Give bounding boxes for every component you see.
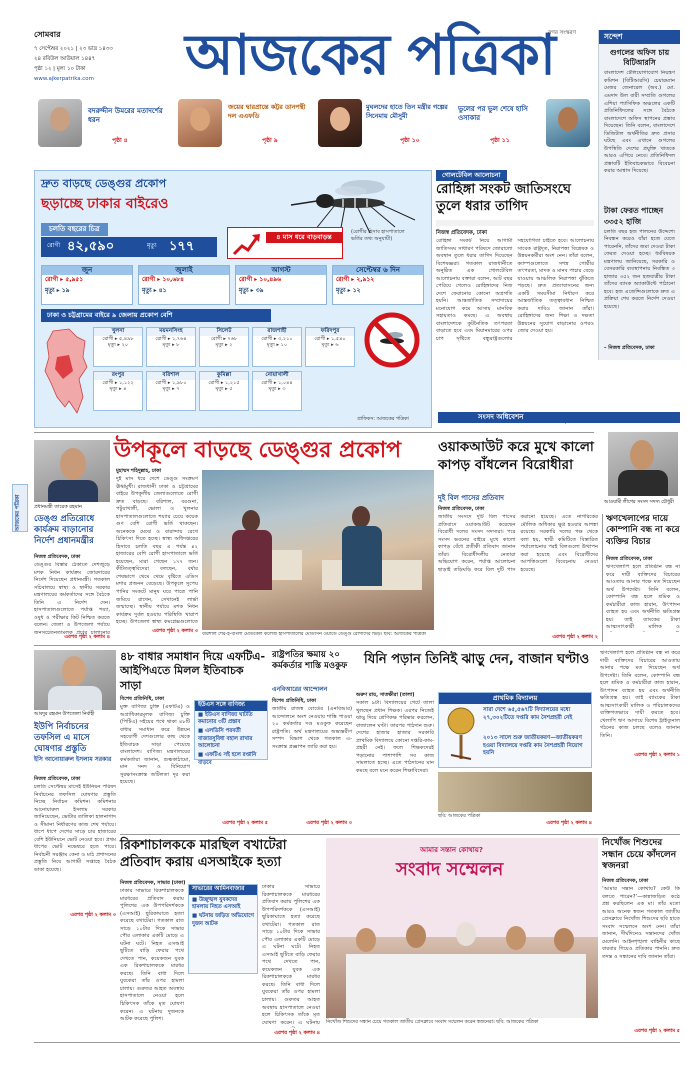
rickshaw-box-item: ■ উচ্ছৃঙ্খল যুবকদের হামলায় নিহত এসআই	[192, 896, 241, 911]
issue-pages-price: পৃষ্ঠা ১২ | মূল্য ১০ টাকা	[34, 66, 86, 72]
district-patients: রোগী ▸ ৭৬৮	[210, 335, 238, 342]
district-name: ময়মনসিংহ	[147, 328, 195, 336]
teaser-4-page: পৃষ্ঠা ১১	[490, 137, 510, 144]
trend-up-icon	[232, 232, 262, 256]
district-patients: রোগী ▸ ১,৭৬৪	[155, 335, 187, 342]
parliament-sub: দুই বিল পাসের প্রতিবাদ	[438, 494, 504, 502]
teaser-1-page: পৃষ্ঠা ৪	[112, 137, 128, 144]
source-note: (রোগীর হিসাব হাসপাতালে ভর্তির তথ্য অনুযায়ী)	[351, 229, 405, 242]
sidebar-headline[interactable]: গুগলের অফিস চায় বিটিআরসি	[609, 48, 670, 68]
sidebar-headline-2[interactable]: টাকা ফেরত পাচ্ছেন ৩৩৫২ হাজি	[604, 206, 664, 226]
month-box	[41, 265, 133, 305]
teaser-3-photo	[318, 99, 362, 147]
election-byline: নিজস্ব প্রতিবেদক, ঢাকা	[34, 776, 81, 782]
school-headline[interactable]: যিনি পড়ান তিনিই ঝাড়ু দেন, বাজান ঘণ্টাও	[364, 652, 590, 667]
nbr-sub: এনবিআরের আন্দোলন	[272, 686, 328, 693]
district-box	[199, 327, 249, 367]
region-label: ঢাকা ও চট্টগ্রামের বাইরে ৯ জেলায় প্রকোপ বেশি	[41, 309, 271, 322]
district-deaths: মৃত্যু ▸ ৩	[268, 386, 286, 393]
school-box	[438, 692, 592, 768]
dengue-title-1: দ্রুত বাড়ছে ডেঙ্গুর প্রকোপ	[41, 177, 167, 190]
press-photo	[326, 838, 598, 1018]
missing-continued[interactable]: এরপর পৃষ্ঠা ২ কলাম ৫	[634, 1028, 680, 1034]
pm-byline: নিজস্ব প্রতিবেদক, ঢাকা	[34, 554, 81, 560]
district-box	[146, 327, 196, 367]
missing-headline[interactable]: নিখোঁজ শিশুদের সন্ধান চেয়ে কাঁদলেন স্বজনরা	[602, 838, 677, 872]
teaser-3-title: মুঘলদের হাতে তিন মন্ত্রীর গল্পের সিনেমায় মৌসুমী	[366, 103, 448, 120]
month-box	[138, 265, 230, 305]
debt-byline: নিজস্ব প্রতিবেদক, ঢাকা	[606, 556, 653, 562]
teaser-4-title: ভুলের পর ভুল শেষে হাসি ওসাকার	[458, 105, 528, 123]
district-box	[93, 371, 143, 411]
nbr-headline[interactable]: রাষ্ট্রপতির ক্ষমায় ২০ কর্মকর্তার শাস্তি মওকুফ	[272, 650, 348, 672]
sidebar-byline-2: – নিজস্ব প্রতিবেদক, ঢাকা	[604, 344, 655, 351]
rickshaw-headline[interactable]: রিকশাচালককে মারছিল বখাটেরা প্রতিবাদ করায় এসআইকে হত্যা	[120, 838, 287, 870]
district-name: রাজশাহী	[253, 328, 301, 336]
rohingya-story	[436, 170, 594, 428]
issue-hijri-date: ২৪ রবিউল আউয়াল ১৪৪৭	[34, 56, 96, 62]
district-box	[93, 327, 143, 367]
month-deaths: মৃত্যু ▸ ৪১	[142, 286, 167, 294]
election-body: চলতি সেপ্টেম্বর মাসেই ইউনিয়ন পরিষদ নির্বাচনের তফসিল ঘোষণার প্রস্তুতি নিচ্ছে নির্বাচন কমিশন। কমিশনার আনোয়ারুল ইসলাম সরকার জানিয়েছেন, ভোটার তালিকা হালনাগাদ ও সীমানা নির্ধারণের কাজ শেষ পর্যায়ে। ধাপে ধাপে দেশের সাড়ে চার হাজারের বেশি ইউনিয়নে ভোট নেওয়া হবে। প্রথম ধাপের ভোট নভেম্বরে হতে পারে। নির্বাচনী সরঞ্জাম কেনা ও মাঠ প্রশাসনের প্রস্তুতি নিয়ে আগামী সপ্তাহে বৈঠক ডাকা হয়েছে।	[34, 784, 116, 873]
teaser-4-photo	[546, 99, 590, 147]
teaser-4[interactable]	[454, 97, 594, 151]
dengue-title-2: ছড়াচ্ছে ঢাকার বাইরেও	[41, 196, 169, 212]
patients-value: ৪২,৫৯০	[67, 239, 115, 254]
debt-body: ঋণখেলাপি হলে প্রতিষ্ঠান বন্ধ না করে দায়ী ব্যক্তিদের বিচারের আওতায় আনার পক্ষে মত দিয়েছেন অর্থ উপদেষ্টা। তিনি বলেন, কোম্পানি বন্ধ হলে শ্রমিক ও কর্মচারীরা কাজ হারান, উৎপাদন ব্যাহত হয় এবং অর্থনীতি ক্ষতিগ্রস্ত হয়। তাই ব্যাংকের টাকা আত্মসাৎকারী মালিক ও	[606, 564, 680, 631]
month-box	[332, 265, 424, 305]
teaser-1-photo	[38, 99, 82, 147]
debt-continued[interactable]: এরপর পৃষ্ঠা ২ কলাম ১	[634, 752, 680, 758]
sidebar-heading: সন্দেশ	[599, 30, 680, 44]
fta-box-items	[195, 711, 267, 770]
masthead	[0, 0, 687, 96]
pm-headline[interactable]: ডেঙ্গু প্রতিরোধে কার্যক্রম বাড়ানোর নির্দেশ প্রধানমন্ত্রীর	[34, 514, 95, 547]
district-name: খুলনা	[94, 328, 142, 336]
teaser-2-title: জয়ের দ্বারপ্রান্তে কট্টর ডানপন্থী দল এএফডি	[228, 103, 306, 120]
district-name: ফরিদপুর	[306, 328, 354, 336]
main-byline: মুহাম্মদ শহিদুল্লাহ, ঢাকা	[116, 468, 162, 474]
parliament-body: জাতীয় সংসদে দুটি বিল পাসের প্রতিবাদে ওয়াকআউট করেছেন বিরোধী দলের সংসদ সদস্যরা। পরে সংসদ ভবনের বাইরে মুখে কালো কাপড় বেঁধে প্রতীকী প্রতিবাদ জানান তাঁরা। বিরোধীদলীয় নেতারা অভিযোগ করেন, পর্যাপ্ত আলোচনা ছাড়াই তড়িঘড়ি করে বিল দুটি পাস করানো হয়েছে। এতে নাগরিকের মৌলিক অধিকার ক্ষুণ্ণ হওয়ার আশঙ্কা রয়েছে। সরকারি দলের পক্ষ থেকে বলা হয়, স্থায়ী কমিটিতে বিস্তারিত পর্যালোচনার পরই বিলগুলো উত্থাপন করা হয়েছে এবং বিরোধীদের আপত্তিগুলো বিবেচনায় নেওয়া হয়েছে।	[438, 514, 598, 573]
fta-box-item: ■ এলডিসি পরবর্তী বাজারসুবিধা বহাল রাখার আলোচনা	[198, 728, 253, 749]
mosquito-icon	[285, 175, 425, 235]
teaser-3-page: পৃষ্ঠা ১০	[400, 137, 420, 144]
district-deaths: মৃত্যু ▸ ৪	[109, 386, 127, 393]
deaths-label: মৃত্যু	[147, 242, 157, 249]
district-patients: রোগী ▸ ১,৯৮০	[155, 379, 187, 386]
rickshaw-box	[188, 884, 258, 974]
month-deaths: মৃত্যু ▸ ১৯	[45, 286, 70, 294]
rickshaw-box-item: ■ ঘটনায় জড়িত অভিযোগে দুজন আটক	[192, 913, 254, 927]
rickshaw-body-2: ঢাকার সাভারে রিকশাচালককে মারধরের প্রতিবাদ করায় পুলিশের এক উপপরিদর্শককে (এসআই) ছুরিকাঘাতে হত্যা করেছে বখাটেরা। গতকাল রাত সাড়ে ১০টার দিকে সাভার পৌর এলাকার একটি মোড়ে এ ঘটনা ঘটে। নিহত এসআই ছুটিতে বাড়ি ফেরার পথে দেখতে পান, কয়েকজন যুবক এক রিকশাচালককে মারধর করছে। তিনি বাধা দিলে যুবকেরা তাঁর ওপর হামলা চালায়। গুরুতর আহত অবস্থায় হাসপাতালে নেওয়া হলে চিকিৎসক তাঁকে মৃত ঘোষণা করেন। এ ঘটনায়	[262, 884, 320, 1026]
newspaper-logo[interactable]: আজকের পত্রিকা	[185, 23, 555, 88]
district-deaths: মৃত্যু ▸ ২০	[107, 342, 129, 349]
school-photo-caption: ছবি: আজকের পত্রিকা	[438, 814, 481, 819]
main-photo-caption: বরিশাল শের-ই-বাংলা মেডিকেল কলেজ হাসপাতালের মেডিসিন ওয়ার্ডে ডেঙ্গু রোগীদের ভিড়। ছবি: আজকের পত্রিকা	[202, 632, 426, 637]
year-label: চলতি বছরের চিত্র	[41, 223, 108, 236]
main-continued[interactable]: এরপর পৃষ্ঠা ২ কলাম ৩	[152, 628, 198, 634]
parliament-headline[interactable]: ওয়াকআউট করে মুখে কালো কাপড় বাঁধলেন বিরোধীরা	[438, 439, 594, 474]
infographic-credit: গ্রাফিকস: আজকের পত্রিকা	[357, 417, 409, 422]
nbr-body: জাতীয় রাজস্ব বোর্ডের (এনবিআর) আন্দোলনে অংশ নেওয়ায় শাস্তি পাওয়া ২০ কর্মকর্তার দণ্ড মওকুফ করেছেন রাষ্ট্রপতি। অর্থ মন্ত্রণালয়ের অভ্যন্তরীণ সম্পদ বিভাগ থেকে গতকাল এ-সংক্রান্ত প্রজ্ঞাপন জারি করা হয়।	[272, 706, 352, 750]
press-photo-caption: নিখোঁজ শিশুদের সন্ধান চেয়ে গতকাল জাতীয় প্রেসক্লাবে সংবাদ সম্মেলন করেন স্বজনেরা। ছবি: আজকের পত্রিকা	[326, 1020, 539, 1025]
nbr-byline: বিশেষ প্রতিনিধি, ঢাকা	[272, 698, 317, 704]
district-patients: রোগী ▸ ১,০৪৪	[261, 379, 293, 386]
rickshaw-box-items	[189, 895, 257, 932]
banner-small: আমার সন্তান কোথায়?	[420, 846, 483, 854]
no-mosquito-icon	[363, 311, 421, 369]
month-patients: রোগী ▸ ২,৯১২	[336, 276, 375, 284]
district-deaths: মৃত্যু ▸ ৭	[162, 386, 180, 393]
main-body: দুই মাস ধরে দেশে ডেঙ্গু সংক্রমণ ঊর্ধ্বমুখী। রাজধানী ঢাকা ও চট্টগ্রামের বাইরে উপকূলীয় জেলাগুলোতে রোগী দ্রুত বাড়ছে। বরিশাল, বরগুনা, পটুয়াখালী, ভোলা ও খুলনার হাসপাতালগুলোতে শয্যার চেয়ে কয়েক গুণ বেশি রোগী ভর্তি থাকছেন। অনেককে মেঝে ও বারান্দায় রেখে চিকিৎসা দিতে হচ্ছে। স্বাস্থ্য অধিদপ্তরের হিসাবে চলতি বছর এ পর্যন্ত ৪২ হাজারের বেশি রোগী হাসপাতালে ভর্তি হয়েছেন, মারা গেছেন ১৭৭ জন। কীটতত্ত্ববিদেরা বলছেন, বর্ষার শেষভাগে থেমে থেমে বৃষ্টিতে এডিস মশার প্রজনন বেড়েছে। উপকূলে সুপেয় পানির সংকটে মানুষ ঘরে পাত্রে পানি জমিয়ে রাখেন, সেখানেই লার্ভা জন্মাচ্ছে। স্থানীয় পর্যায়ে মশক নিধন কার্যক্রম দুর্বল হওয়ায় পরিস্থিতি খারাপ হচ্ছে। উপজেলা স্বাস্থ্য কমপ্লেক্সগুলোতে	[116, 476, 198, 626]
rickshaw-box-title: সাভারের আমিনবাজার	[189, 885, 257, 895]
district-box	[252, 327, 302, 367]
month-name: সেপ্টেম্বর ৬ দিন	[333, 266, 423, 275]
month-patients: রোগী ▸ ১০,৬৮৪	[142, 276, 185, 284]
district-name: বরিশাল	[147, 372, 195, 380]
issue-day: সোমবার	[34, 30, 61, 39]
district-patients: রোগী ▸ ১,১২২	[102, 379, 134, 386]
press-story	[326, 838, 598, 1038]
month-deaths: মৃত্যু ▸ ১২	[336, 286, 361, 294]
pm-body: ডেঙ্গুর বিস্তার ঠেকাতে দেশজুড়ে মশক নিধন কার্যক্রম জোরদারের নির্দেশ দিয়েছেন প্রধানমন্ত্রী। গতকাল সচিবালয়ে স্বাস্থ্য ও স্থানীয় সরকার মন্ত্রণালয়ের কর্মকর্তাদের সঙ্গে বৈঠকে তিনি এ নির্দেশ দেন। হাসপাতালগুলোতে পর্যাপ্ত শয্যা, ওষুধ ও পরীক্ষার কিট নিশ্চিত করতে বলেন। জেলা ও উপজেলা পর্যায়ে জনসচেতনতামূলক প্রচার চালানোর	[34, 562, 110, 634]
fta-box-title: ইউএস সঙ্গে বাণিজ্য	[195, 701, 267, 711]
main-story	[34, 436, 434, 642]
month-name: আগস্ট	[236, 266, 326, 275]
election-photo-caption: আবদুর রহমান উপজেলা নির্বাহী	[34, 712, 95, 717]
election-sub: ইসি আনোয়ারুল ইসলাম সরকার	[34, 756, 112, 763]
teaser-3[interactable]	[314, 97, 454, 151]
district-deaths: মৃত্যু ▸ ৮	[162, 342, 180, 349]
month-patients: রোগী ▸ ৫,৯৫১	[45, 276, 84, 284]
sidebar-sondesh	[598, 30, 680, 360]
side-label-text: আজকের পত্রিকা	[15, 494, 21, 531]
parliament-kicker: সংসদ অধিবেশন	[438, 412, 680, 423]
district-name: নোয়াখালী	[253, 372, 301, 380]
missing-story-bottom	[602, 838, 680, 1038]
sidebar-body: বাংলাদেশ টেলিযোগাযোগ নিয়ন্ত্রণ কমিশন (বিটিআরসি) চেয়ারম্যান মেজর জেনারেল (অব.) মো. এমদাদ উল বারী সম্প্রতি গুগলের এশিয়া প্যাসিফিক অঞ্চলের একটি প্রতিনিধিদলের সঙ্গে বৈঠকে বাংলাদেশে অফিস স্থাপনের প্রস্তাব দিয়েছেন। তিনি বলেন, বাংলাদেশে ডিজিটাল অর্থনীতির দ্রুত প্রসার ঘটছে এবং এখানে গুগলের উপস্থিতি দেশের প্রযুক্তি খাতকে আরও এগিয়ে নেবে। প্রতিনিধিদল প্রস্তাবটি ইতিবাচকভাবে বিবেচনা করার আশ্বাস দিয়েছে।	[604, 70, 675, 175]
district-patients: রোগী ▸ ১,৫৪০	[314, 335, 346, 342]
month-box	[235, 265, 327, 305]
dengue-infographic	[34, 170, 432, 428]
teaser-2[interactable]	[174, 97, 314, 151]
district-deaths: মৃত্যু ▸ ৫	[215, 386, 233, 393]
school-continued[interactable]: এরপর পৃষ্ঠা ২ কলাম ৪	[546, 820, 592, 826]
rickshaw-body: ঢাকার সাভারে রিকশাচালককে মারধরের প্রতিবাদ করায় পুলিশের এক উপপরিদর্শককে (এসআই) ছুরিকাঘাতে হত্যা করেছে বখাটেরা। গতকাল রাত সাড়ে ১০টার দিকে সাভার পৌর এলাকার একটি মোড়ে এ ঘটনা ঘটে। নিহত এসআই ছুটিতে বাড়ি ফেরার পথে দেখতে পান, কয়েকজন যুবক এক রিকশাচালককে মারধর করছে। তিনি বাধা দিলে যুবকেরা তাঁর ওপর হামলা চালায়। গুরুতর আহত অবস্থায় হাসপাতালে নেওয়া হলে চিকিৎসক তাঁকে মৃত ঘোষণা করেন। এ ঘটনায় দুজনকে আটক করেছে পুলিশ।	[120, 888, 184, 1023]
month-name: জুলাই	[139, 266, 229, 275]
parliament-byline: নিজস্ব প্রতিবেদক, ঢাকা	[438, 506, 485, 512]
month-name: জুন	[42, 266, 132, 275]
main-headline[interactable]: উপকূলে বাড়ছে ডেঙ্গুর প্রকোপ	[114, 438, 402, 463]
school-box-item-1: সারা দেশে ৬৫,৫৬৭টি বিদ্যালয়ের মধ্যে ২৭,৩০২টিতে দপ্তরি কাম নৈশপ্রহরী নেই	[483, 707, 573, 721]
fta-byline: বিশেষ প্রতিনিধি, ঢাকা	[120, 696, 165, 702]
teaser-2-page: পৃষ্ঠা ৯	[262, 137, 278, 144]
rohingya-cartoon	[436, 220, 594, 226]
bangladesh-map-icon	[43, 327, 89, 417]
patients-label: রোগী	[47, 242, 61, 249]
debt-body-cont: ঋণখেলাপি হলে প্রতিষ্ঠান বন্ধ না করে দায়ী ব্যক্তিদের বিচারের আওতায় আনার পক্ষে মত দিয়েছেন অর্থ উপদেষ্টা। তিনি বলেন, কোম্পানি বন্ধ হলে শ্রমিক ও কর্মচারীরা কাজ হারান, উৎপাদন ব্যাহত হয় এবং অর্থনীতি ক্ষতিগ্রস্ত হয়। তাই ব্যাংকের টাকা আত্মসাৎকারী মালিক ও পরিচালকদের ব্যক্তিগতভাবে দায়ী করতে হবে। খেলাপি ঋণ আদায়ে বিশেষ ট্রাইব্যুনাল গঠনের কাজ চলছে বলেও জানান তিনি।	[600, 650, 680, 739]
teaser-strip	[34, 97, 594, 151]
rickshaw-continued[interactable]: এরপর পৃষ্ঠা ২ কলাম ৪	[274, 1030, 320, 1036]
banner-title: সংবাদ সম্মেলন	[396, 859, 504, 880]
fta-headline[interactable]: ৪৮ বাধার সমাধান দিয়ে এফটিএ-আইপিএতে মিলল ইতিবাচক সাড়া	[120, 650, 266, 692]
district-patients: রোগী ▸ ৫,৪৯৮	[102, 335, 134, 342]
district-box	[252, 371, 302, 411]
election-continued[interactable]: এরপর পৃষ্ঠা ২ কলাম ৩	[70, 912, 116, 918]
rise-box	[227, 227, 343, 259]
pm-photo	[34, 440, 110, 502]
month-patients: রোগী ▸ ১০,৪৯৬	[239, 276, 282, 284]
election-headline[interactable]: ইউপি নির্বাচনের তফসিল এ মাসে ঘোষণার প্রস্তুতি	[34, 722, 90, 755]
district-patients: রোগী ▸ ১,২১৫	[208, 379, 240, 386]
edition-label: নগর সংস্করণ	[548, 30, 576, 36]
district-name: কুমিল্লা	[200, 372, 248, 380]
school-body: সকাল ৯টা। বিদ্যালয়ের গেটে তালা খুলছেন প্রধান শিক্ষক। এরপর নিজেই ঝাড়ু দিয়ে শ্রেণিকক্ষ পরিষ্কার করলেন, বাজালেন ঘণ্টা। তারপর পাঠদান শুরু। দেশের হাজার হাজার সরকারি প্রাথমিক বিদ্যালয়ে কোনো দপ্তরি-কাম-প্রহরী নেই। ফলে শিক্ষকদেরই পড়ানোর পাশাপাশি সব কাজ সামলাতে হচ্ছে। এতে পাঠদানের মান কমছে বলে মনে করেন শিক্ষাবিদেরা।	[356, 700, 434, 774]
pm-continued[interactable]: এরপর পৃষ্ঠা ২ কলাম ৪	[64, 634, 110, 640]
district-deaths: মৃত্যু ▸ ৬	[321, 342, 339, 349]
parliament-photo	[608, 432, 678, 496]
deaths-value: ১৭৭	[169, 239, 195, 254]
fta-box-item: ■ ইউএস বাণিজ্য ঘাটতি কমানোর ৩টি প্রস্তাব	[198, 711, 253, 726]
school-story	[356, 650, 596, 830]
fta-story	[120, 650, 268, 830]
missing-byline: নিজস্ব প্রতিবেদক, ঢাকা	[602, 878, 649, 884]
election-story	[34, 650, 116, 922]
teaser-2-photo	[178, 99, 222, 147]
school-box-title: প্রাথমিক বিদ্যালয়	[439, 693, 591, 704]
rohingya-headline[interactable]: রোহিঙ্গা সংকট জাতিসংঘে তুলে ধরার তাগিদ	[436, 182, 571, 214]
fta-body: মুক্ত বাণিজ্য চুক্তি (এফটিএ) ও অগ্রাধিকারমূলক বাণিজ্য চুক্তি (পিটিএ) সইয়ের পথে থাকা ৪৮টি বাধার সমাধান করে উন্নয়ন সহযোগী দেশগুলোর কাছ থেকে ইতিবাচক সাড়া পেয়েছে বাংলাদেশ। বাণিজ্য মন্ত্রণালয়ের কর্মকর্তারা জানান, শুল্ককাঠামো, মান সনদ ও বিনিয়োগ সুরক্ষাসংক্রান্ত জটিলতা দূর করা হয়েছে।	[120, 704, 190, 786]
fta-box-item: ■ এফটিএ সই হলে রপ্তানি বাড়বে	[198, 752, 257, 766]
side-label	[12, 484, 28, 532]
dengue-ward-photo	[202, 470, 434, 630]
sidebar-body-2: চলতি বছর হজ পালনের উদ্দেশ্যে নিবন্ধন করেও যাঁরা হজে যেতে পারেননি, তাঁদের জমা দেওয়া টাকা ফেরত দেওয়া হচ্ছে। ধর্মবিষয়ক মন্ত্রণালয় জানিয়েছে, সরকারি ও বেসরকারি ব্যবস্থাপনায় নিবন্ধিত ৩ হাজার ৩৫২ জন হজযাত্রীর টাকা তাঁদের ব্যাংক অ্যাকাউন্টে পাঠানো হবে। হজ এজেন্সিগুলোকে দ্রুত এ প্রক্রিয়া শেষ করতে নির্দেশ দেওয়া হয়েছে।	[604, 228, 675, 310]
rohingya-body: রোহিঙ্গা সংকট নিয়ে আগামী জাতিসংঘ সাধারণ পরিষদে জোরালো অবস্থান তুলে ধরার তাগিদ দিয়েছেন বিশেষজ্ঞরা। গতকাল রাজধানীতে অনুষ্ঠিত এক গোলটেবিল আলোচনায় বক্তারা বলেন, আট বছর পেরিয়ে গেলেও রোহিঙ্গাদের নিজ দেশে ফেরানোর কোনো অগ্রগতি হয়নি। আন্তর্জাতিক সম্প্রদায়ের মনোযোগ কমে আসায় মানবিক সহায়তাও কমছে। এ অবস্থায় বাংলাদেশকে কূটনৈতিক তৎপরতা বাড়াতে হবে এবং মিয়ানমারের ওপর চাপ সৃষ্টিতে বন্ধুরাষ্ট্রগুলোর সহযোগিতা চাইতে হবে। আলোচনায় সাবেক রাষ্ট্রদূত, নিরাপত্তা বিশ্লেষক ও উন্নয়নকর্মীরা অংশ নেন। তাঁরা বলেন, ক্যাম্পগুলোতে সশস্ত্র গোষ্ঠীর তৎপরতা, মাদক ও মানব পাচার বেড়ে যাওয়ায় আঞ্চলিক নিরাপত্তা ঝুঁকিতে পড়ছে। দ্রুত প্রত্যাবাসনের জন্য একটি সময়সীমা নির্ধারণ করে আন্তর্জাতিক তত্ত্বাবধান নিশ্চিত করার দাবিও জানান তাঁরা। রোহিঙ্গাদের জন্য শিক্ষা ও দক্ষতা উন্নয়নের সুযোগ বাড়ানোর ওপরও জোর দেওয়া হয়।	[436, 238, 594, 342]
school-byline: অরুণ রায়, সাতক্ষীরা (তালা)	[356, 692, 415, 698]
district-name: রংপুর	[94, 372, 142, 380]
pm-photo-caption: প্রধানমন্ত্রী তারেক রহমান	[34, 504, 82, 510]
teaser-1-title: বদরুদ্দীন উমরের মতাদর্শের ধরন	[88, 107, 163, 125]
rohingya-byline: নিজস্ব প্রতিবেদক, ঢাকা	[436, 230, 488, 236]
district-box	[146, 371, 196, 411]
district-name: সিলেট	[200, 328, 248, 336]
debt-headline[interactable]: ঋণখেলাপের দায়ে কোম্পানি বন্ধ না করে ব্যক্তির বিচার	[606, 514, 680, 547]
school-bell-icon	[443, 707, 479, 763]
issue-date: ৭ সেপ্টেম্বর ২০২১ | ২৩ ভাদ্র ১৪৩৩	[34, 46, 113, 52]
missing-body: ‘আমার সন্তান কোথায়? কেউ কি বলতে পারেন?’—কান্নাজড়িত কণ্ঠে প্রশ্ন করছিলেন এক মা। তাঁর মতো আরও অনেক স্বজন গতকাল জাতীয় প্রেসক্লাবে নিখোঁজ শিশুদের ছবি হাতে সংবাদ সম্মেলনে অংশ নেন। তাঁরা জানান, দীর্ঘদিনেও সন্তানদের খোঁজ মেলেনি। আইনশৃঙ্খলা বাহিনীর কাছে বারবার গিয়েও প্রতিকার পাননি। দ্রুত তদন্ত ও সন্ধানের দাবি জানান তাঁরা।	[602, 886, 680, 960]
rise-label: ৪ মাস ধরে বাড়বাড়ন্ত	[266, 232, 342, 243]
district-box	[199, 371, 249, 411]
election-photo	[34, 650, 116, 710]
parliament-story	[438, 410, 680, 642]
parliament-continued[interactable]: এরপর পৃষ্ঠা ২ কলাম ২	[552, 634, 598, 640]
district-deaths: মৃত্যু ▸ ২	[215, 342, 233, 349]
rohingya-kicker: গোলটেবিল আলোচনা	[436, 170, 507, 181]
district-box	[305, 327, 355, 367]
teaser-1[interactable]	[34, 97, 174, 151]
district-patients: রোগী ▸ ৩,২১০	[261, 335, 293, 342]
school-box-item-2: ২০১৩ সালে শুরু জাতীয়করণ—জাতীয়করণ হওয়া বিদ্যালয়ে দপ্তরি কাম নৈশপ্রহরী নিয়োগ হয়নি	[483, 735, 583, 757]
school-photo	[438, 772, 592, 812]
district-deaths: মৃত্যু ▸ ১০	[266, 342, 288, 349]
nbr-continued[interactable]: এরপর পৃষ্ঠা ২ কলাম ৩	[306, 820, 352, 826]
fta-box	[194, 700, 268, 766]
rickshaw-byline: নিজস্ব প্রতিবেদক, সাভার (ঢাকা)	[120, 880, 186, 886]
fta-continued[interactable]: এরপর পৃষ্ঠা ২ কলাম ৫	[222, 820, 268, 826]
month-deaths: মৃত্যু ▸ ৩৯	[239, 286, 264, 294]
nbr-story	[272, 650, 352, 830]
parliament-photo-caption: আওয়ামী লীগের সংসদ সদস্য চৌধুরী	[604, 500, 674, 505]
year-stats	[41, 237, 217, 257]
rickshaw-story	[120, 838, 320, 1038]
website-link[interactable]: www.ajkerpatrika.com	[34, 76, 94, 82]
